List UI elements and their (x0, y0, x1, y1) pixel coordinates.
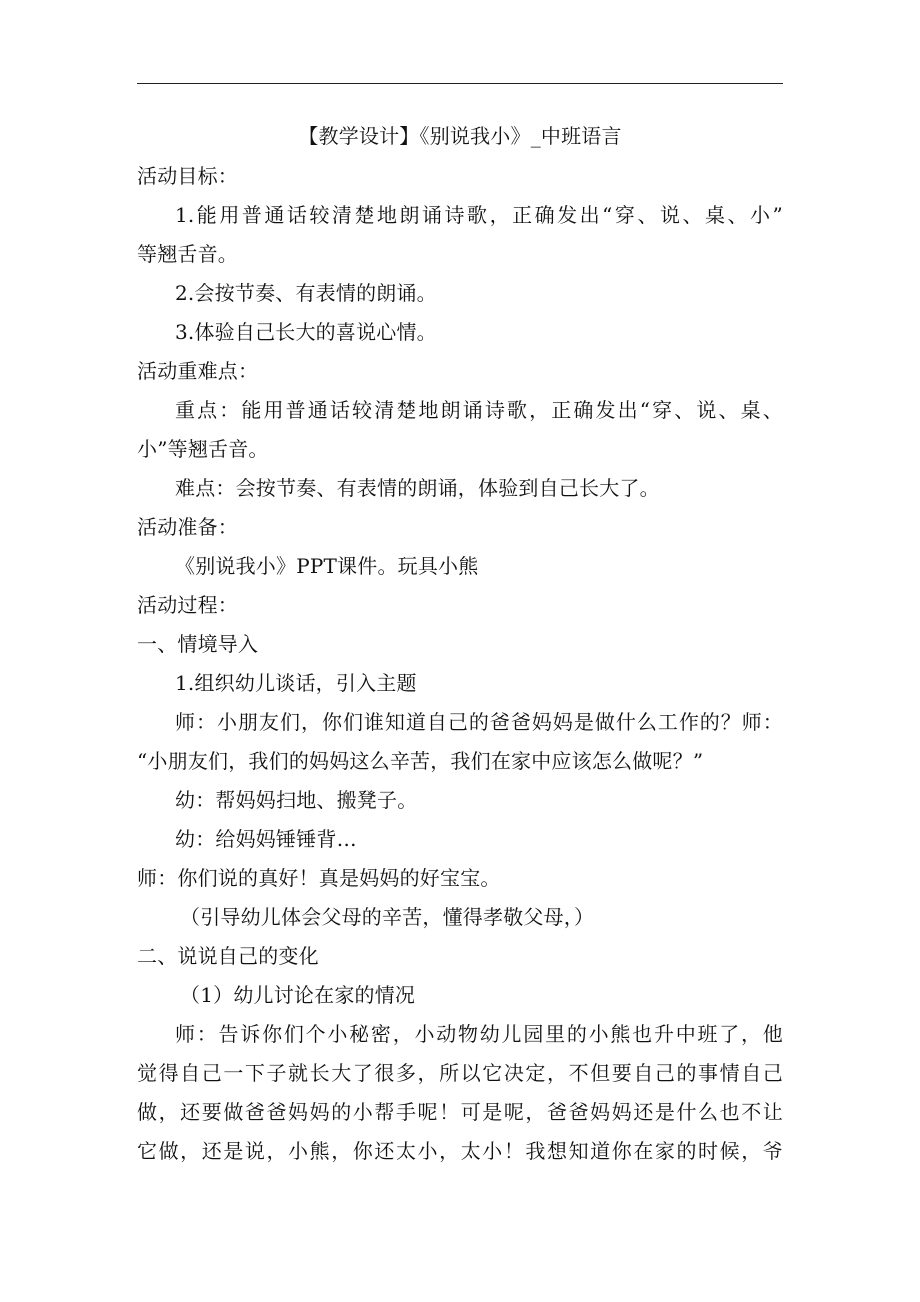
paragraph-line: 幼：帮妈妈扫地、搬凳子。 (175, 788, 418, 812)
paragraph-line: 难点：会按节奏、有表情的朗诵，体验到自己长大了。 (175, 476, 660, 500)
section-heading-key-points: 活动重难点： (137, 359, 259, 383)
paragraph-line: 1.能用普通话较清楚地朗诵诗歌，正确发出“穿、说、桌、小” (175, 203, 783, 227)
paragraph-line: 1.组织幼儿谈话，引入主题 (175, 671, 417, 695)
paragraph-line: 2.会按节奏、有表情的朗诵。 (175, 281, 437, 305)
paragraph-line: 师：小朋友们，你们谁知道自己的爸爸妈妈是做什么工作的？师： (175, 710, 783, 734)
paragraph-line: 师：你们说的真好！真是妈妈的好宝宝。 (137, 866, 501, 890)
header-rule (137, 83, 783, 84)
paragraph-line: 它做，还是说，小熊，你还太小，太小！我想知道你在家的时候，爷 (137, 1139, 783, 1163)
paragraph-line: （1）幼儿讨论在家的情况 (180, 983, 416, 1007)
paragraph-line: 《别说我小》PPT课件。玩具小熊 (175, 554, 479, 578)
paragraph-line: 觉得自己一下子就长大了很多，所以它决定，不但要自己的事情自己 (137, 1061, 783, 1085)
paragraph-line: 幼：给妈妈锤锤背… (175, 827, 357, 851)
subsection-heading: 一、情境导入 (137, 632, 259, 656)
paragraph-line: “小朋友们，我们的妈妈这么辛苦，我们在家中应该怎么做呢？” (137, 749, 704, 773)
paragraph-line: 师：告诉你们个小秘密，小动物幼儿园里的小熊也升中班了，他 (175, 1022, 783, 1046)
paragraph-line: 小”等翘舌音。 (137, 437, 269, 461)
paragraph-line: 重点：能用普通话较清楚地朗诵诗歌，正确发出“穿、说、桌、 (175, 398, 783, 422)
paragraph-line: 3.体验自己长大的喜说心情。 (175, 320, 437, 344)
section-heading-process: 活动过程： (137, 593, 238, 617)
section-heading-goals: 活动目标： (137, 164, 238, 188)
document-title: 【教学设计】《别说我小》_中班语言 (298, 124, 622, 148)
paragraph-line: （引导幼儿体会父母的辛苦，懂得孝敬父母，） (180, 905, 595, 929)
paragraph-line: 等翘舌音。 (137, 242, 238, 266)
section-heading-preparation: 活动准备： (137, 515, 238, 539)
subsection-heading: 二、说说自己的变化 (137, 944, 319, 968)
paragraph-line: 做，还要做爸爸妈妈的小帮手呢！可是呢，爸爸妈妈还是什么也不让 (137, 1100, 783, 1124)
